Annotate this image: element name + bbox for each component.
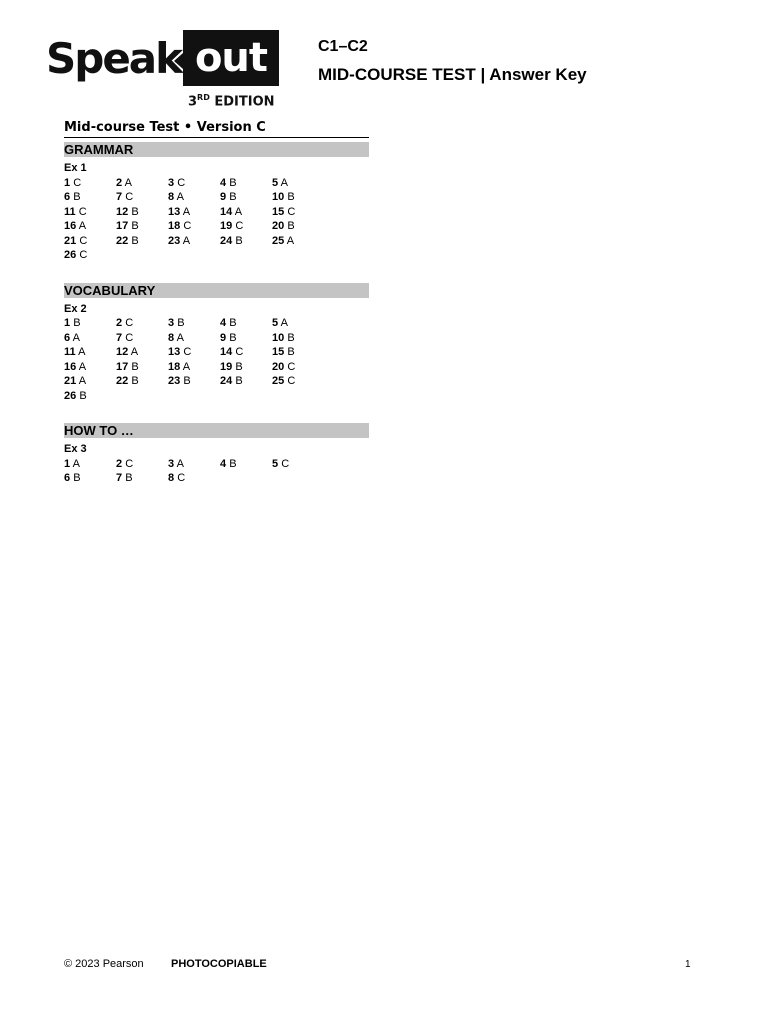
answer-letter: A (78, 360, 87, 373)
answer-number: 6 (64, 191, 71, 203)
answer-item (64, 471, 116, 486)
answer-item (272, 374, 324, 389)
answer-item (64, 389, 116, 404)
answer-number: 23 (168, 234, 181, 247)
answer-letter: B (79, 389, 87, 402)
answer-item (116, 360, 168, 375)
edition-number: 3 (188, 94, 198, 110)
answer-item (116, 457, 168, 472)
answer-letter: A (130, 346, 139, 358)
answer-letter: A (280, 176, 288, 189)
answer-number: 18 (168, 220, 181, 232)
answer-key-content (64, 120, 369, 486)
answer-number: 4 (220, 457, 227, 470)
answer-item (168, 234, 220, 249)
answer-letter: B (73, 317, 81, 329)
speakout-logo (46, 30, 281, 110)
answer-number: 26 (64, 249, 77, 261)
answer-number: 14 (220, 346, 233, 358)
answer-letter: B (287, 346, 295, 358)
answer-number: 3 (168, 317, 175, 329)
answer-item (64, 248, 116, 263)
answer-item (116, 316, 168, 331)
answer-item (64, 331, 116, 346)
answer-letter: B (287, 191, 295, 203)
answer-number: 6 (64, 331, 71, 344)
answer-letter: C (79, 234, 88, 247)
answer-number: 7 (116, 191, 123, 203)
answer-item (116, 234, 168, 249)
answer-number: 23 (168, 375, 181, 387)
answer-letter: A (176, 191, 184, 203)
answer-item (64, 374, 116, 389)
answer-letter: A (280, 317, 288, 329)
answer-number: 2 (116, 457, 123, 470)
answer-item (272, 316, 324, 331)
answer-item (168, 374, 220, 389)
answer-item (116, 345, 168, 360)
exercise-label: Ex 1 (64, 162, 87, 174)
answer-number: 2 (116, 176, 123, 189)
answer-number: 25 (272, 375, 285, 387)
answer-number: 12 (116, 346, 129, 358)
answer-number: 11 (64, 205, 76, 218)
answer-letter: B (131, 375, 139, 387)
section-heading: HOW TO … (64, 423, 369, 438)
answer-number: 18 (168, 360, 181, 373)
answer-number: 21 (64, 375, 77, 387)
answer-number: 19 (220, 220, 233, 232)
answer-letter: C (79, 249, 88, 261)
answer-item (220, 374, 272, 389)
answer-item (220, 360, 272, 375)
answer-number: 1 (64, 457, 71, 470)
answer-letter: A (182, 205, 191, 218)
answer-letter: A (182, 234, 191, 247)
answers-grid (64, 316, 369, 403)
answer-number: 20 (272, 360, 285, 373)
answer-number: 17 (116, 360, 129, 373)
answer-number: 24 (220, 234, 233, 247)
answer-letter: B (235, 234, 243, 247)
answer-item (116, 471, 168, 486)
answer-number: 22 (116, 234, 129, 247)
answer-letter: A (286, 234, 295, 247)
answer-item (272, 190, 324, 205)
answer-letter: A (78, 346, 86, 358)
exercise-label: Ex 2 (64, 302, 87, 315)
answer-item (168, 345, 220, 360)
answer-number: 11 (64, 346, 76, 358)
answer-letter: B (229, 191, 237, 203)
answer-item (220, 219, 272, 234)
answer-item (220, 205, 272, 220)
answer-number: 15 (272, 346, 285, 358)
answer-number: 8 (168, 331, 175, 344)
answer-letter: C (73, 176, 82, 189)
answer-letter: B (229, 457, 237, 470)
answer-item (168, 457, 220, 472)
answer-item (168, 331, 220, 346)
answer-item (168, 205, 220, 220)
answer-number: 5 (272, 457, 279, 470)
answer-letter: A (176, 457, 184, 470)
answer-letter: C (287, 360, 296, 373)
answer-letter: B (183, 375, 191, 387)
answer-number: 13 (168, 346, 181, 358)
answer-number: 19 (220, 360, 233, 373)
answer-item (64, 345, 116, 360)
answer-item (64, 205, 116, 220)
answer-number: 14 (220, 205, 233, 218)
answer-item (168, 176, 220, 191)
answer-item (272, 234, 324, 249)
answer-number: 4 (220, 176, 227, 189)
answer-letter: C (287, 205, 296, 218)
sections-container (64, 142, 369, 486)
answer-number: 24 (220, 375, 233, 387)
section (64, 142, 369, 263)
answer-item (220, 234, 272, 249)
answer-letter: C (78, 205, 87, 218)
answer-number: 1 (64, 176, 71, 189)
answer-number: 2 (116, 317, 123, 329)
exercise-label: Ex 3 (64, 443, 87, 455)
answer-letter: C (177, 176, 186, 189)
answer-item (272, 176, 324, 191)
answer-number: 13 (168, 205, 181, 218)
answer-item (168, 219, 220, 234)
answer-number: 15 (272, 205, 285, 218)
answer-letter: A (78, 375, 87, 387)
answer-letter: A (234, 205, 243, 218)
answer-number: 1 (64, 317, 71, 329)
answer-number: 8 (168, 472, 175, 484)
answer-item (220, 457, 272, 472)
answer-letter: C (183, 346, 192, 358)
logo-arrow-icon (174, 53, 183, 69)
section (64, 283, 369, 404)
answer-number: 9 (220, 331, 227, 344)
answer-number: 5 (272, 317, 279, 329)
answer-number: 7 (116, 331, 123, 344)
answer-number: 16 (64, 360, 77, 373)
answer-letter: C (125, 331, 134, 344)
answer-item (64, 457, 116, 472)
answer-item (64, 360, 116, 375)
answer-letter: C (177, 472, 186, 484)
answer-number: 20 (272, 220, 285, 232)
logo-edition (188, 93, 275, 109)
answer-letter: B (229, 331, 237, 344)
answer-item (64, 316, 116, 331)
answer-letter: B (287, 220, 295, 232)
logo-speak-text: Speak (46, 34, 182, 83)
answer-item (220, 190, 272, 205)
answer-item (116, 331, 168, 346)
answer-item (220, 176, 272, 191)
answer-item (272, 360, 324, 375)
version-title: Mid-course Test • Version C (64, 120, 369, 138)
answer-number: 16 (64, 220, 77, 232)
answer-item (272, 457, 324, 472)
answer-item (168, 190, 220, 205)
answer-number: 4 (220, 317, 227, 329)
answer-letter: C (125, 191, 134, 203)
section-heading: VOCABULARY (64, 283, 369, 298)
answer-item (272, 219, 324, 234)
answer-number: 7 (116, 472, 123, 484)
answer-letter: C (125, 457, 134, 470)
answer-item (64, 219, 116, 234)
answer-number: 17 (116, 220, 129, 232)
answer-letter: A (72, 331, 80, 344)
answer-letter: B (131, 220, 139, 232)
answer-number: 21 (64, 234, 77, 247)
answer-item (64, 190, 116, 205)
answer-letter: A (78, 220, 87, 232)
answer-letter: B (131, 205, 139, 218)
answer-number: 3 (168, 176, 175, 189)
answer-item (116, 374, 168, 389)
footer-copyright: © 2023 Pearson (64, 958, 144, 970)
answer-letter: C (287, 375, 296, 387)
answer-item (220, 331, 272, 346)
answer-letter: B (73, 191, 81, 203)
answer-letter: B (235, 360, 243, 373)
answer-item (64, 176, 116, 191)
answer-letter: C (235, 220, 244, 232)
answer-number: 6 (64, 472, 71, 484)
answer-letter: C (281, 457, 290, 470)
answer-letter: B (235, 375, 243, 387)
answer-letter: A (176, 331, 184, 344)
answer-item (116, 205, 168, 220)
answer-item (272, 331, 324, 346)
answer-letter: C (235, 346, 244, 358)
answer-item (116, 219, 168, 234)
answer-number: 22 (116, 375, 129, 387)
answer-item (272, 345, 324, 360)
answer-number: 8 (168, 191, 175, 203)
answer-number: 10 (272, 331, 285, 344)
answer-item (116, 176, 168, 191)
answer-item (168, 316, 220, 331)
edition-word: EDITION (214, 94, 275, 110)
answer-letter: B (177, 317, 185, 329)
answer-item (168, 360, 220, 375)
answer-item (64, 234, 116, 249)
answer-letter: B (287, 331, 295, 344)
answer-item (168, 471, 220, 486)
answer-letter: B (131, 360, 139, 373)
answer-item (220, 345, 272, 360)
answer-item (220, 316, 272, 331)
answer-item (272, 205, 324, 220)
section (64, 423, 369, 486)
answers-grid (64, 176, 369, 263)
answer-letter: A (182, 360, 191, 373)
answer-item (116, 190, 168, 205)
document-title: MID-COURSE TEST | Answer Key (318, 65, 587, 84)
answer-letter: A (124, 176, 132, 189)
answer-letter: B (125, 472, 133, 484)
answer-number: 12 (116, 205, 129, 218)
answer-number: 5 (272, 176, 279, 189)
logo-out-box: out (183, 30, 279, 86)
section-heading: GRAMMAR (64, 142, 369, 157)
answer-letter: C (183, 220, 192, 232)
footer-photocopiable: PHOTOCOPIABLE (171, 958, 267, 970)
answer-letter: B (229, 176, 237, 189)
answer-letter: B (73, 472, 81, 484)
answer-number: 26 (64, 389, 77, 402)
edition-suffix: RD (197, 93, 210, 102)
answer-letter: B (229, 317, 237, 329)
answer-number: 9 (220, 191, 227, 203)
answer-number: 3 (168, 457, 175, 470)
answers-grid (64, 457, 369, 486)
answer-letter: B (131, 234, 139, 247)
level-label: C1–C2 (318, 38, 368, 55)
answer-letter: C (125, 317, 134, 329)
page-number: 1 (685, 959, 691, 970)
answer-number: 25 (272, 234, 285, 247)
answer-letter: A (72, 457, 80, 470)
answer-number: 10 (272, 191, 285, 203)
